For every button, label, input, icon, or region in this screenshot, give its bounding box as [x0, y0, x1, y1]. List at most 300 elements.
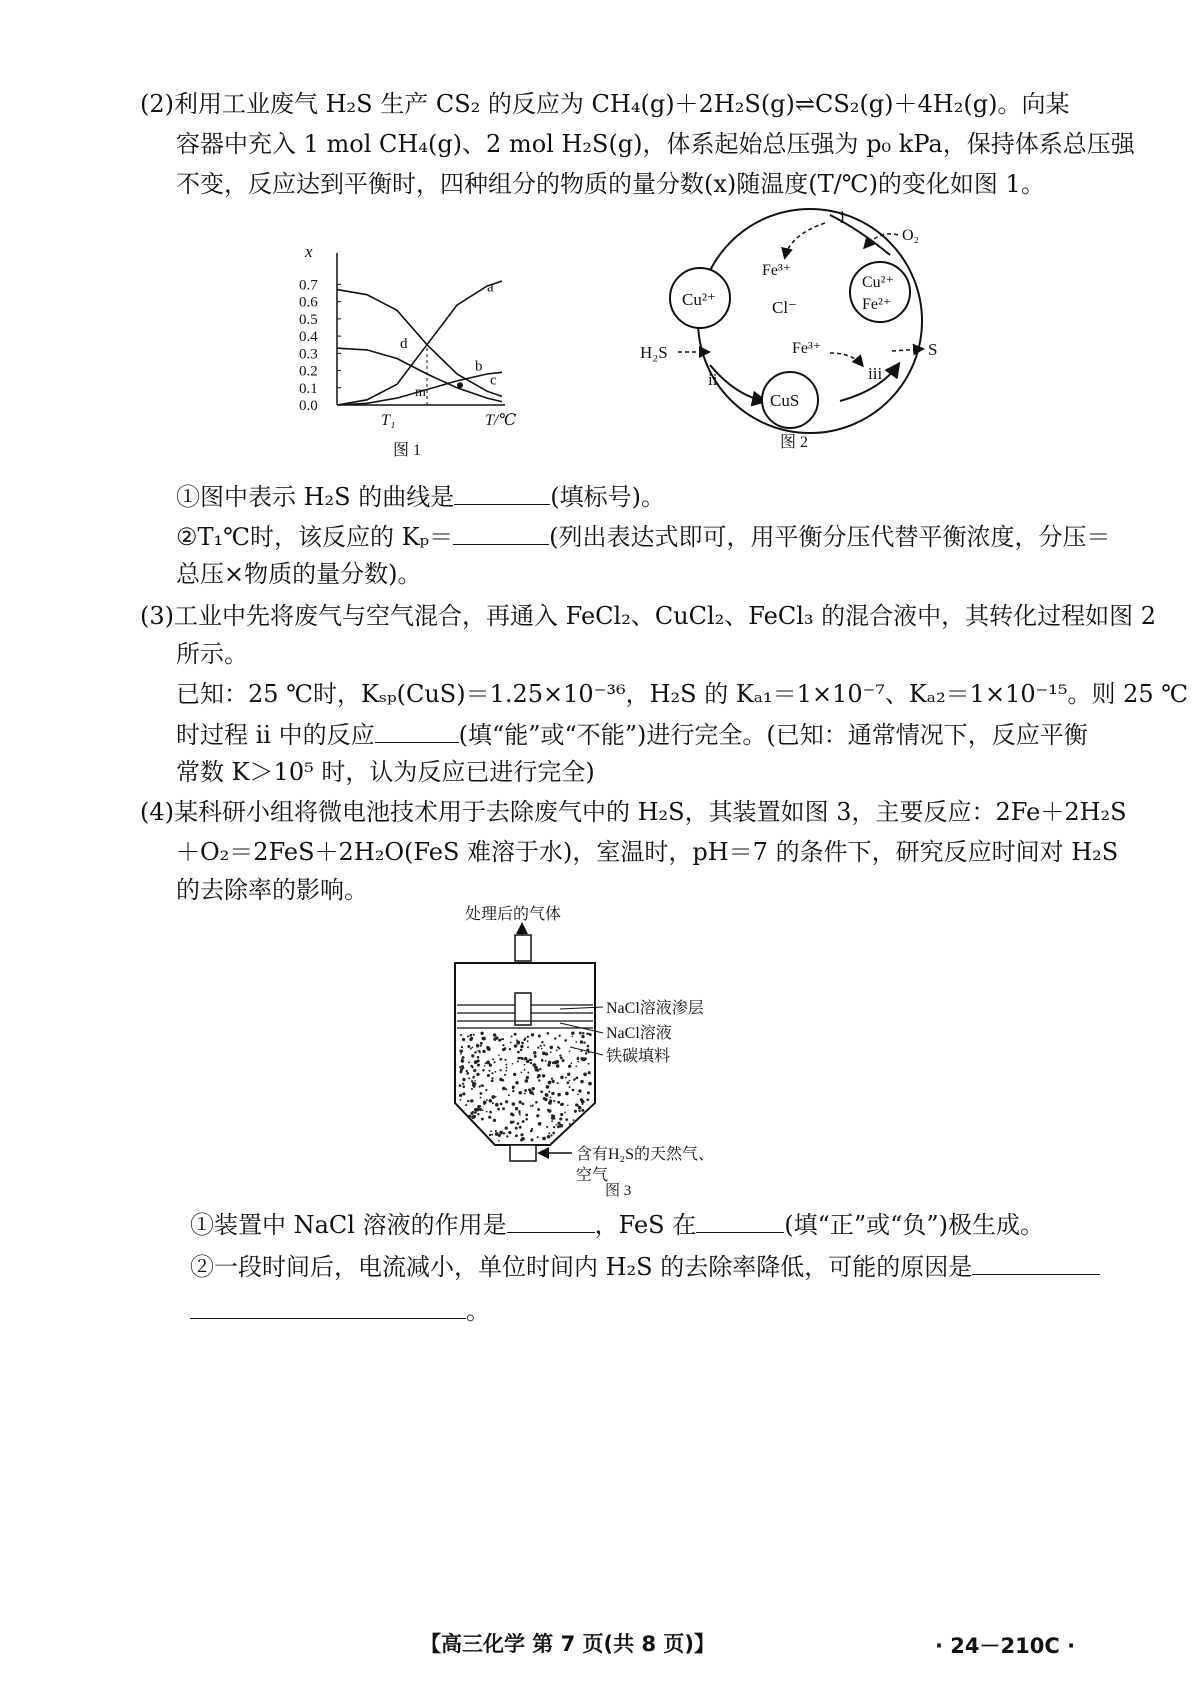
fig3-dot — [515, 1081, 519, 1085]
fig3-dot — [466, 1072, 469, 1075]
fig3-dot — [476, 1073, 479, 1076]
fig3-dot — [548, 1081, 552, 1085]
fig3-dot — [518, 1110, 520, 1112]
fig3-dot — [569, 1123, 571, 1125]
fig3-dot — [538, 1035, 541, 1038]
fig1-y-tick-label: 0.2 — [299, 363, 318, 380]
fig1-y-tick-label: 0.7 — [299, 277, 318, 294]
fig3-dot — [497, 1108, 500, 1111]
fig3-dot — [477, 1105, 480, 1108]
fig3-dot — [566, 1081, 569, 1084]
fig3-dot — [537, 1136, 539, 1138]
q4-sub2-text: ②一段时间后，电流减小，单位时间内 H₂S 的去除率降低，可能的原因是 — [190, 1253, 973, 1281]
fig3-dot — [581, 1100, 585, 1104]
fig3-dot — [571, 1036, 573, 1038]
fig3-dot — [505, 1064, 507, 1066]
fig3-dot — [564, 1039, 567, 1042]
fig3-dot — [575, 1103, 578, 1106]
fig3-top-label: 处理后的气体 — [465, 906, 562, 923]
fig3-dot — [517, 1060, 519, 1062]
fig3-dot — [588, 1071, 591, 1074]
fig3-dot — [495, 1096, 497, 1098]
fig3-dot — [495, 1130, 497, 1132]
fig3-dot — [468, 1077, 470, 1079]
fig3-dot — [489, 1099, 493, 1103]
fig3-dot — [531, 1059, 533, 1061]
fig3-dot — [571, 1031, 574, 1034]
q4-sub2-line2 — [190, 1292, 490, 1329]
fig3-dot — [546, 1032, 549, 1035]
fig3-dot — [499, 1131, 503, 1135]
fig3-dot — [461, 1065, 464, 1068]
q3-line2: 所示。 — [176, 640, 248, 668]
fig3-dot — [569, 1086, 571, 1088]
fig3-dot — [542, 1051, 546, 1055]
fig3-dot — [495, 1132, 499, 1136]
fig3-dot — [491, 1077, 493, 1079]
fig3-dot — [520, 1049, 523, 1052]
fig3-dot — [485, 1089, 487, 1091]
q2-line3: 不变，反应达到平衡时，四种组分的物质的量分数(x)随温度(T/℃)的变化如图 1。 — [176, 170, 1045, 198]
q2-line1: (2)利用工业废气 H₂S 生产 CS₂ 的反应为 CH₄(g)＋2H₂S(g)⇌CS₂(g)＋4H₂(g)。向某 — [140, 90, 1070, 118]
fig3-outlet-pipe — [515, 935, 531, 961]
fig1-caption: 图 1 — [393, 442, 422, 459]
fig3-dot — [474, 1111, 477, 1114]
fig3-dot — [530, 1062, 532, 1064]
fig3-dot — [575, 1065, 577, 1067]
fig3-dot — [559, 1117, 562, 1120]
fig3-dot — [520, 1133, 523, 1136]
fig3-dot — [547, 1109, 550, 1112]
fig3-dot — [537, 1047, 539, 1049]
fig3-dot — [586, 1098, 589, 1101]
q4-line1: (4)某科研小组将微电池技术用于去除废气中的 H₂S，其装置如图 3，主要反应：2Fe＋2H₂S — [140, 798, 1127, 826]
fig3-dot — [480, 1097, 482, 1099]
fig3-dot — [542, 1137, 546, 1141]
fig3-dot — [506, 1135, 508, 1137]
fig3-dot — [487, 1074, 490, 1077]
fig3-dot — [555, 1124, 557, 1126]
fig3-dot — [577, 1061, 579, 1063]
step-iii-label: iii — [868, 364, 883, 383]
fig3-dot — [483, 1038, 485, 1040]
fig1-curve-label-a: a — [487, 279, 494, 296]
fig3-dot — [481, 1118, 484, 1121]
fig3-dot — [560, 1103, 563, 1106]
fig3-dot — [472, 1076, 474, 1078]
q3-line4-prefix: 时过程 ii 中的反应 — [176, 721, 375, 749]
fig1-t1-label: T₁ — [381, 412, 396, 429]
fig3-vessel — [455, 963, 595, 1145]
fig3-dot — [514, 1033, 517, 1036]
fig3-dot — [567, 1105, 569, 1107]
fig3-dot — [541, 1041, 543, 1043]
q4-line3: 的去除率的影响。 — [176, 876, 368, 904]
fig3-dot — [548, 1091, 550, 1093]
fig3-dot — [474, 1108, 477, 1111]
fig3-dot — [585, 1052, 588, 1055]
fig3-dot — [466, 1070, 468, 1072]
q4-sub1 — [190, 1206, 1044, 1243]
fig3-dot — [519, 1114, 521, 1116]
fig3-dot — [513, 1073, 516, 1076]
fig3-dot — [480, 1042, 483, 1045]
fig3-dot — [505, 1100, 508, 1103]
fig3-dot — [474, 1060, 478, 1064]
q2-sub2-line2: 总压×物质的量分数)。 — [176, 560, 422, 588]
fig3-layer2-label: NaCl溶液 — [606, 1025, 672, 1042]
q2-sub2-blank[interactable] — [453, 518, 549, 545]
fig3-dot — [489, 1111, 492, 1114]
fig3-dot — [479, 1108, 482, 1111]
fig3-dot — [462, 1038, 465, 1041]
fig3-dot — [557, 1122, 560, 1125]
fig3-dot — [546, 1085, 548, 1087]
cu2-label: Cu²⁺ — [682, 290, 716, 309]
q4-sub2 — [190, 1248, 1100, 1285]
fig3-dot — [565, 1092, 569, 1096]
fig3-dot — [577, 1094, 579, 1096]
q2-sub1 — [176, 478, 665, 515]
fig3-dot — [460, 1099, 462, 1101]
q2-sub2-suffix: (列出表达式即可，用平衡分压代替平衡浓度，分压＝ — [549, 523, 1111, 551]
fig3-dot — [543, 1044, 545, 1046]
fig3-dot — [490, 1130, 492, 1132]
cu-fe-node — [850, 262, 910, 322]
fig3-dot — [580, 1107, 582, 1109]
fig3-dot — [515, 1127, 518, 1130]
fig3-dot — [580, 1080, 584, 1084]
fig1-curve-label-b: b — [475, 358, 483, 375]
fig3-dot — [577, 1057, 580, 1060]
step-i-label: i — [840, 207, 846, 227]
fe3-top-label: Fe³⁺ — [762, 262, 792, 279]
q3-line4 — [176, 716, 1088, 753]
fig3-dot — [495, 1103, 499, 1107]
fig3-dot — [565, 1077, 567, 1079]
fig3-dot — [489, 1134, 491, 1136]
fig3-dot — [583, 1072, 587, 1076]
fig3-dot — [504, 1074, 506, 1076]
fig3-dot — [556, 1137, 558, 1139]
q2-sub1-blank[interactable] — [454, 478, 550, 505]
fig3-dot — [491, 1134, 493, 1136]
fig3-dot — [469, 1038, 473, 1042]
fig3-dot — [493, 1061, 495, 1063]
fig3-dot — [548, 1132, 550, 1134]
fig3-caption: 图 3 — [605, 1183, 632, 1199]
fig3-dot — [562, 1059, 565, 1062]
cu-fe-label-bottom: Fe²⁺ — [862, 296, 892, 313]
fig3-dot — [479, 1051, 481, 1053]
fig3-dot — [530, 1091, 534, 1095]
fig3-dot — [479, 1086, 481, 1088]
fig3-dot — [580, 1040, 583, 1043]
fig3-dot — [550, 1096, 552, 1098]
fig1-xlabel: T/℃ — [485, 412, 517, 429]
fig3-dot — [471, 1088, 473, 1090]
fig3-dot — [518, 1091, 522, 1095]
fig3-dot — [459, 1049, 462, 1052]
fig3-dot — [498, 1140, 500, 1142]
fig3-dot — [542, 1074, 545, 1077]
fig1-y-tick-label: 0.3 — [299, 346, 318, 363]
q3-line3: 已知：25 ℃时，Kₛₚ(CuS)＝1.25×10⁻³⁶，H₂S 的 Kₐ₁＝1×10⁻⁷、Kₐ₂＝1×10⁻¹⁵。则 25 ℃ — [176, 680, 1189, 708]
fig3-inlet-pipe — [510, 1145, 536, 1161]
fig3-dot — [582, 1103, 584, 1105]
fig3-dot — [517, 1051, 520, 1054]
fe3-right-dashed-arrow — [830, 353, 862, 365]
fig3-dot — [560, 1076, 563, 1079]
fig1-y-tick-label: 0.5 — [299, 311, 318, 328]
fig3-dot — [558, 1047, 560, 1049]
fig3-dot — [578, 1089, 581, 1092]
fig3-dot — [564, 1112, 566, 1114]
fig3-dot — [505, 1126, 508, 1129]
fig3-dot — [512, 1121, 515, 1124]
fig3-dot — [519, 1126, 522, 1129]
fig3-dot — [552, 1080, 555, 1083]
fig3-dot — [495, 1071, 497, 1073]
fig3-dot — [520, 1045, 523, 1048]
fig3-dot — [514, 1044, 518, 1048]
q4-sub1-blank-1[interactable] — [507, 1206, 595, 1233]
s-label: S — [928, 340, 938, 359]
fig3-dot — [550, 1051, 552, 1053]
fig3-dot — [556, 1064, 560, 1068]
fig3-dot — [559, 1054, 561, 1056]
fig3-dot — [569, 1050, 571, 1052]
fig3-dot — [554, 1061, 558, 1065]
fig3-dot — [537, 1108, 540, 1111]
fig3-dot — [581, 1109, 584, 1112]
fig3-dot — [551, 1092, 554, 1095]
fig3-dot — [512, 1063, 514, 1065]
fig3-dot — [502, 1087, 506, 1091]
fig3-dot — [486, 1061, 490, 1065]
fig3-dot — [531, 1104, 533, 1106]
fig3-dot — [524, 1064, 526, 1066]
fig3-dot — [492, 1058, 494, 1060]
fig3-dot — [541, 1059, 544, 1062]
fig3-dot — [512, 1102, 516, 1106]
fig3-dot — [525, 1079, 529, 1083]
q4-sub1-mid: ，FeS 在 — [594, 1211, 697, 1239]
fig3-dot — [511, 1035, 513, 1037]
fig3-dot — [527, 1040, 529, 1042]
q2-line2: 容器中充入 1 mol CH₄(g)、2 mol H₂S(g)，体系起始总压强为 p₀ kPa，保持体系总压强 — [176, 130, 1135, 158]
fig3-dot — [551, 1120, 553, 1122]
fig3-dot — [484, 1065, 486, 1067]
fig3-dot — [491, 1072, 493, 1074]
fig3-dot — [573, 1078, 575, 1080]
fig3-dot — [462, 1056, 465, 1059]
q4-sub1-prefix: ①装置中 NaCl 溶液的作用是 — [190, 1211, 507, 1239]
fig3-dot — [586, 1033, 589, 1036]
fig3-dot — [462, 1078, 465, 1081]
fig3-dot — [512, 1086, 515, 1089]
fig3-dot — [460, 1068, 463, 1071]
fig3-dot — [539, 1068, 541, 1070]
fig3-dot — [587, 1045, 590, 1048]
fig3-dot — [486, 1099, 488, 1101]
fig3-dot — [557, 1082, 559, 1084]
q2-sub1-prefix: ①图中表示 H₂S 的曲线是 — [176, 483, 455, 511]
fig3-dot — [574, 1110, 577, 1113]
cl-label: Cl⁻ — [772, 298, 798, 317]
fig3-dot — [523, 1120, 525, 1122]
fig3-dot — [468, 1061, 470, 1063]
fig3-dot — [531, 1033, 534, 1036]
fig3-dot — [565, 1118, 568, 1121]
fig3-dot — [492, 1102, 494, 1104]
fig1-y-tick-label: 0.4 — [299, 329, 318, 346]
fig3-dot — [543, 1097, 546, 1100]
fig3-dot — [550, 1046, 553, 1049]
q2-sub2 — [176, 518, 1111, 555]
fig3-dot — [506, 1067, 508, 1069]
fig1-axes — [299, 253, 505, 414]
fig3-dot — [549, 1099, 552, 1102]
q2-sub1-suffix: (填标号)。 — [550, 483, 665, 511]
fig3-dot — [485, 1062, 487, 1064]
fig3-dot — [462, 1092, 465, 1095]
fig3-dot — [538, 1079, 540, 1081]
fig3-dot — [535, 1101, 538, 1104]
fig3-dot — [572, 1089, 575, 1092]
fig3-dot — [500, 1103, 503, 1106]
fe3-top-dashed-arrow — [785, 223, 825, 257]
fig3-dot — [495, 1036, 498, 1039]
fig3-dot — [472, 1082, 475, 1085]
fig3-dot — [552, 1132, 555, 1135]
fig3-dot — [508, 1131, 511, 1134]
fig3-dot — [472, 1047, 474, 1049]
fig3-dot — [551, 1114, 554, 1117]
fig3-dot — [540, 1090, 543, 1093]
fig1-point-m — [457, 382, 463, 388]
fig1-y-tick-label: 0.6 — [299, 294, 318, 311]
step-ii-label: ii — [708, 370, 718, 389]
fig3-layer3-label: 铁碳填料 — [606, 1048, 671, 1065]
fig1-curve-d — [337, 290, 502, 397]
fig3-dot — [588, 1082, 592, 1086]
fig3-dot — [520, 1057, 522, 1059]
fig3-dot — [536, 1114, 539, 1117]
fig3-dot — [548, 1061, 551, 1064]
fig3-dot — [524, 1089, 527, 1092]
cus-label: CuS — [770, 391, 800, 410]
fig3-dot — [534, 1055, 537, 1058]
fig1-m-label: m — [415, 385, 426, 400]
fig3-dot — [502, 1044, 504, 1046]
fig3-dot — [482, 1050, 485, 1053]
fig3-dot — [532, 1087, 535, 1090]
h2s-label: H₂S — [640, 343, 668, 362]
fig3-dot — [476, 1044, 478, 1046]
fig3-dot — [499, 1078, 503, 1082]
q4-sub1-blank-2[interactable] — [696, 1206, 784, 1233]
fig3-dot — [493, 1033, 496, 1036]
fig1-ylabel: x — [305, 242, 313, 261]
fig3-dot — [487, 1047, 490, 1050]
fig3-dot — [467, 1100, 469, 1102]
fig3-dot — [556, 1049, 558, 1051]
fig3-dot — [531, 1128, 533, 1130]
fig3-dot — [573, 1119, 575, 1121]
fig3-dot — [461, 1046, 463, 1048]
fig3-dot — [488, 1116, 491, 1119]
fig3-dot — [515, 1107, 518, 1110]
fig3-dot — [499, 1058, 502, 1061]
fig3-inlet-label-2: 空气 — [576, 1167, 609, 1184]
fig3-dot — [482, 1109, 484, 1111]
q2-sub2-prefix: ②T₁℃时，该反应的 Kₚ＝ — [176, 523, 454, 551]
cu-fe-label-top: Cu²⁺ — [862, 274, 894, 291]
fig3-dot — [527, 1036, 529, 1038]
fig3-dot — [545, 1060, 547, 1062]
fig3-dot — [537, 1074, 540, 1077]
fig3-dot — [567, 1073, 570, 1076]
fig3-dot — [493, 1119, 496, 1122]
q4-sub2-blank-1[interactable] — [972, 1248, 1100, 1275]
fig3-dot — [470, 1112, 473, 1115]
fig3-dot — [510, 1041, 512, 1043]
fig3-dot — [504, 1059, 506, 1061]
fig3-dot — [477, 1113, 479, 1115]
fig3-dot — [509, 1048, 511, 1050]
fig3-dot — [530, 1105, 532, 1107]
fig3-dot — [498, 1039, 501, 1042]
fig3-dot — [583, 1042, 585, 1044]
fig3-dot — [516, 1039, 518, 1041]
fig3-dot — [471, 1066, 473, 1068]
fig3-dot — [575, 1041, 577, 1043]
fig3-dot — [569, 1080, 571, 1082]
fig3-dot — [474, 1080, 476, 1082]
fig3-center-pipe — [515, 993, 531, 1025]
q4-line2: ＋O₂＝2FeS＋2H₂O(FeS 难溶于水)，室温时，pH＝7 的条件下，研究反应时间对 H₂S — [176, 838, 1119, 866]
fig3-dot — [461, 1059, 465, 1063]
fig3-dot — [579, 1032, 582, 1035]
fig3-dot — [560, 1057, 563, 1060]
fig3-dot — [491, 1095, 495, 1099]
fig3-dot — [521, 1137, 525, 1141]
fig3-dot — [527, 1046, 529, 1048]
q4-sub2-blank-2[interactable] — [190, 1292, 466, 1319]
fig3-dot — [550, 1134, 552, 1136]
fig1-y-tick-label: 0.0 — [299, 398, 318, 414]
fig3-dot — [547, 1135, 551, 1139]
fig3-dot — [467, 1045, 470, 1048]
fig3-dot — [545, 1093, 549, 1097]
fig3-dot — [526, 1076, 529, 1079]
figure-2 — [640, 207, 970, 460]
fig3-dot — [460, 1053, 462, 1055]
fig3-dot — [521, 1072, 523, 1074]
fig3-dot — [587, 1063, 589, 1065]
q3-blank[interactable] — [375, 716, 459, 743]
fig3-dot — [581, 1035, 584, 1038]
fig3-dot — [517, 1122, 520, 1125]
fig3-dot — [557, 1093, 561, 1097]
fig3-dot — [524, 1093, 526, 1095]
fig3-dot — [523, 1039, 525, 1041]
fig3-dot — [522, 1103, 525, 1106]
fig3-dot — [531, 1138, 534, 1141]
fig2-caption: 图 2 — [780, 434, 809, 451]
fig3-dot — [534, 1064, 536, 1066]
